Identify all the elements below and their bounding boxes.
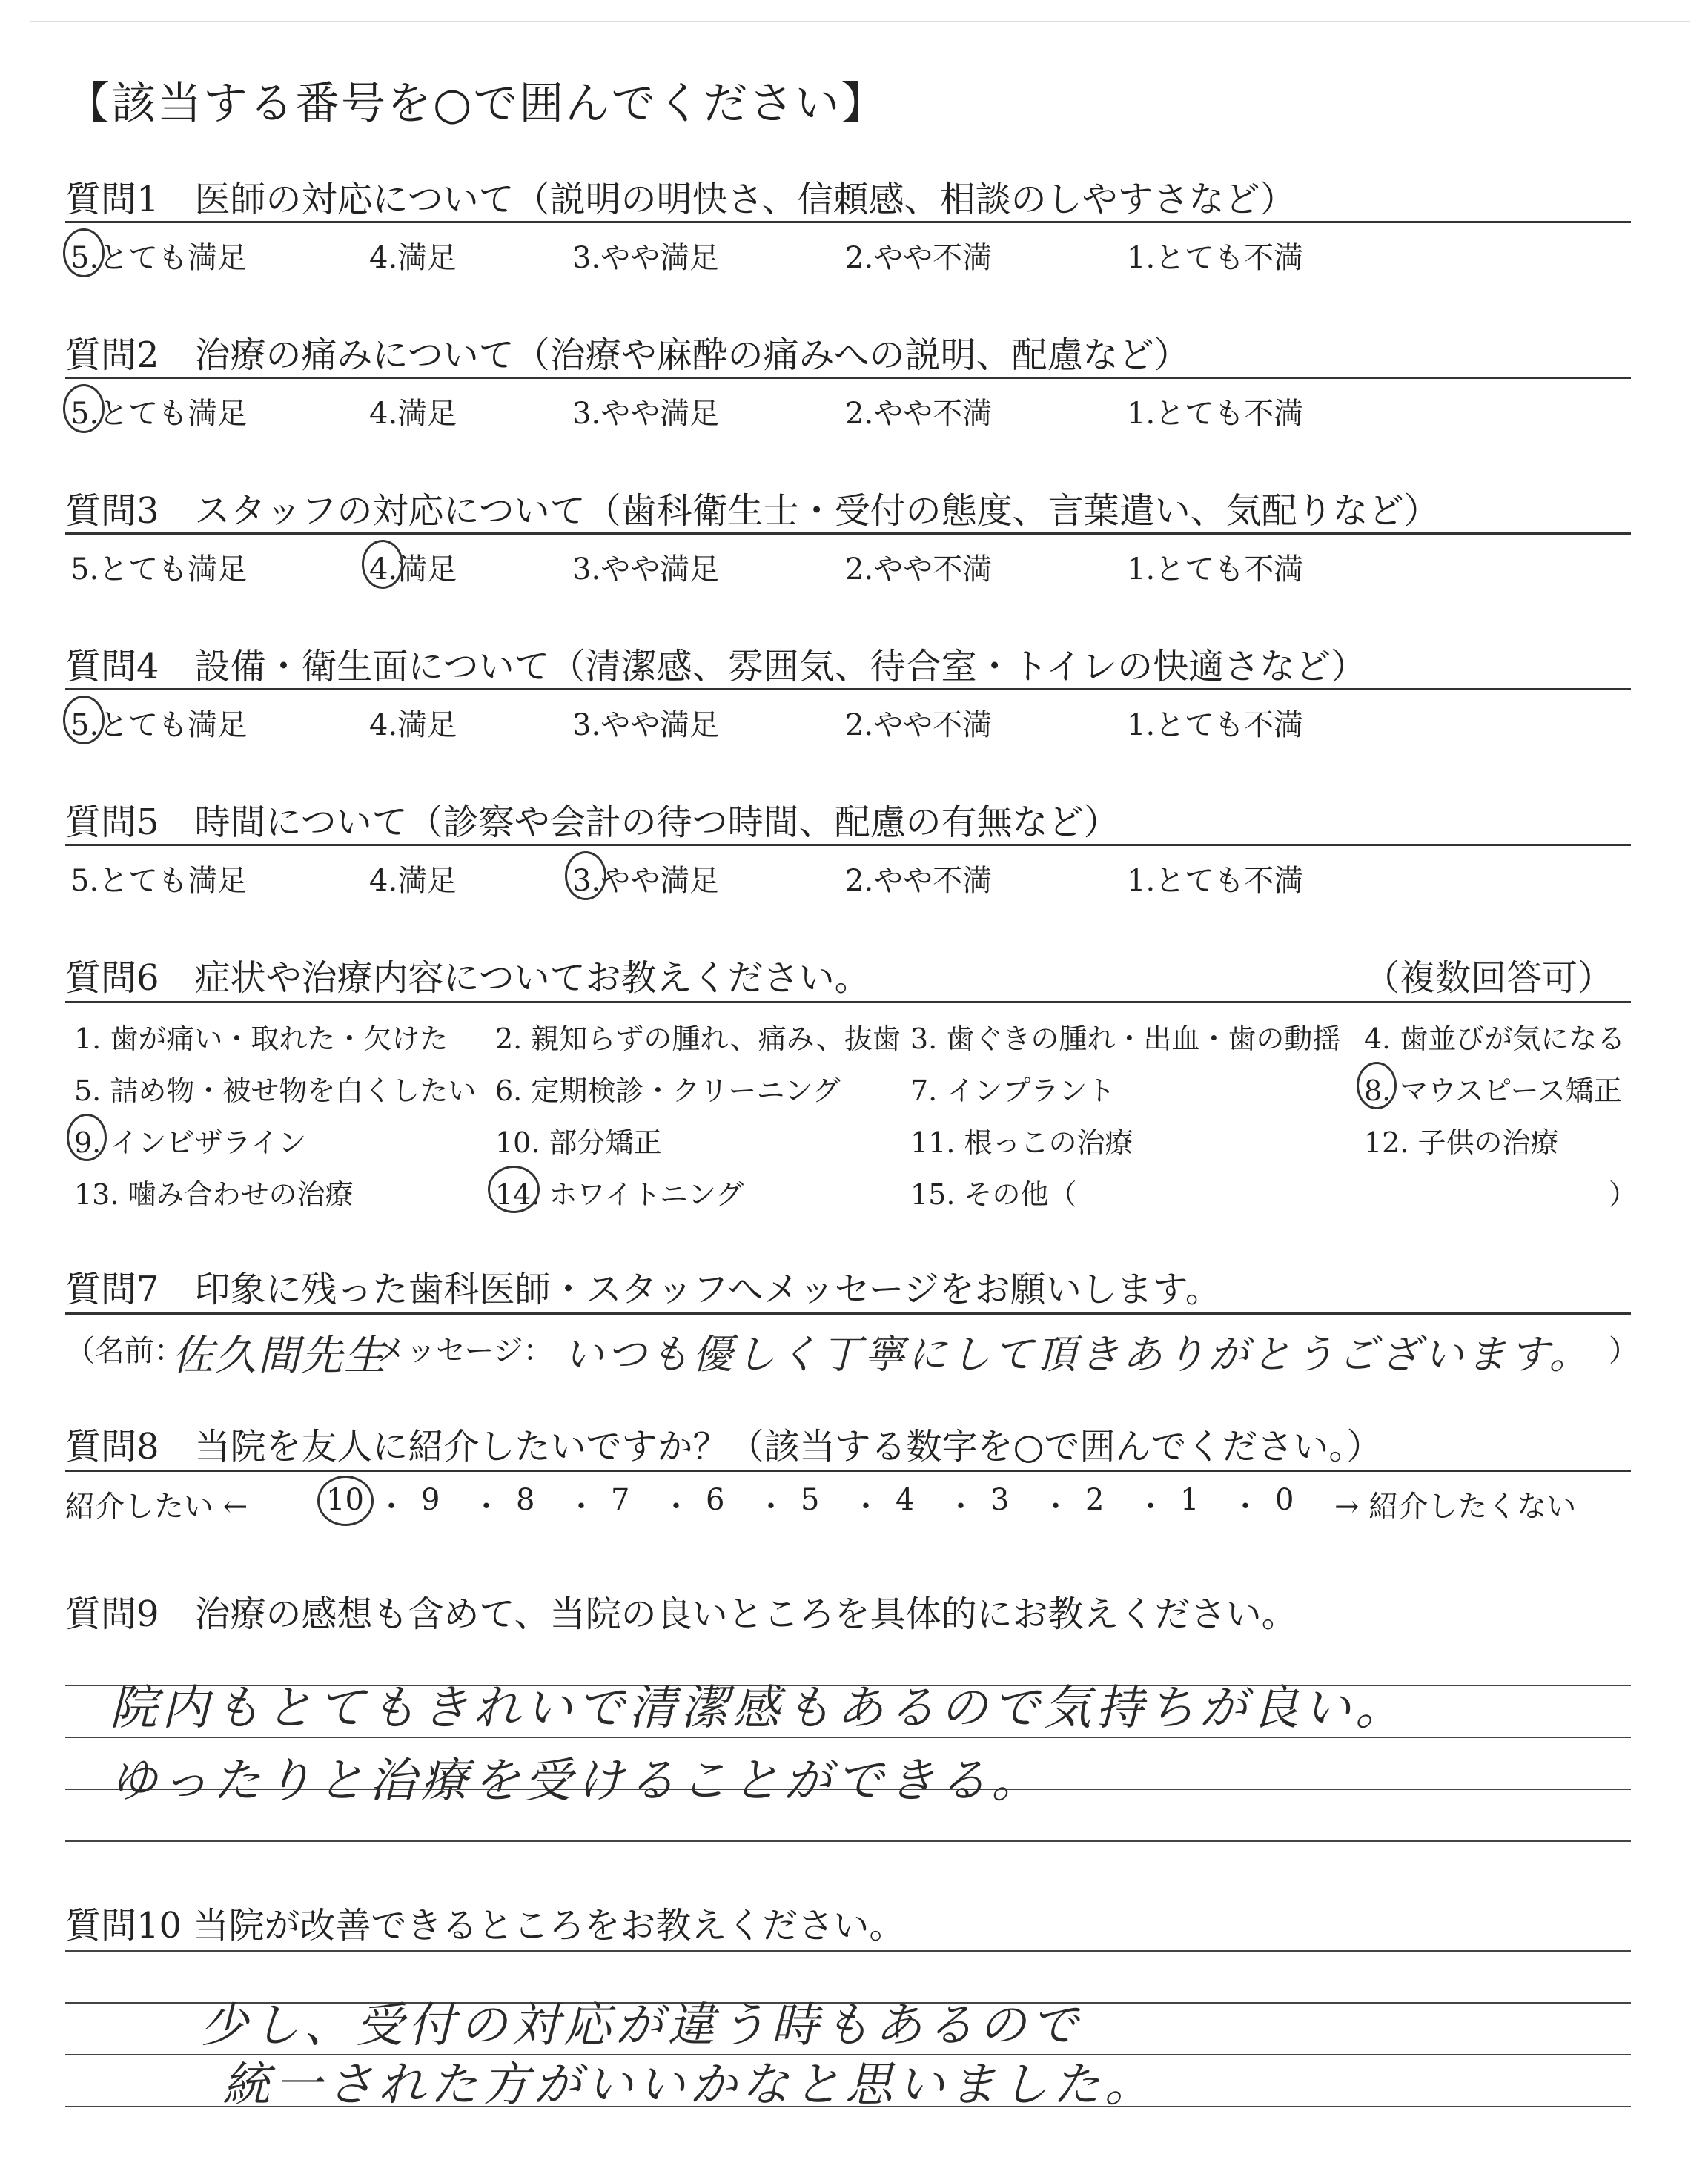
q6-item[interactable]: 6. 定期検診・クリーニング — [495, 1074, 841, 1107]
q6-selected-circle — [488, 1166, 540, 1213]
q8-scale-value[interactable]: 8 — [516, 1483, 535, 1517]
q7-message-label: メッセージ： — [377, 1334, 553, 1368]
q8-scale-separator: ・ — [851, 1490, 881, 1524]
page-top-edge — [30, 21, 1690, 22]
q8-rule — [65, 1470, 1631, 1472]
q2-title: 質問2 治療の痛みについて（治療や麻酔の痛みへの説明、配慮など） — [65, 334, 1190, 376]
q2-option[interactable]: 2.やや不満 — [845, 397, 993, 431]
q2-selected-circle — [63, 384, 105, 433]
q8-scale-value[interactable]: 1 — [1180, 1483, 1199, 1517]
q4-title: 質問4 設備・衛生面について（清潔感、雰囲気、待合室・トイレの快適さなど） — [65, 646, 1367, 687]
q8-title: 質問8 当院を友人に紹介したいですか？（該当する数字を○で囲んでください。） — [65, 1426, 1383, 1467]
q1-selected-circle — [63, 228, 105, 277]
q8-scale-value[interactable]: 9 — [421, 1483, 440, 1517]
q1-rule — [65, 221, 1631, 223]
q6-item[interactable]: ） — [1609, 1178, 1638, 1211]
q10-line-1 — [65, 1950, 1631, 1952]
q6-rule — [65, 1001, 1631, 1003]
q1-option[interactable]: 5.とても満足 — [70, 241, 248, 275]
q8-scale-separator: ・ — [1041, 1490, 1070, 1524]
q8-scale-value[interactable]: 3 — [990, 1483, 1010, 1517]
q9-title: 質問9 治療の感想も含めて、当院の良いところを具体的にお教えください。 — [65, 1593, 1297, 1635]
q8-scale-value[interactable]: 4 — [896, 1483, 915, 1517]
q8-scale-value[interactable]: 6 — [706, 1483, 725, 1517]
q9-answer-line-2[interactable]: ゆったりと治療を受けることができる。 — [110, 1754, 1044, 1809]
q6-item[interactable]: 8. マウスピース矯正 — [1364, 1074, 1622, 1107]
q5-selected-circle — [565, 851, 606, 900]
q10-answer-line-1[interactable]: 少し、受付の対応が違う時もあるので — [200, 1998, 1082, 2053]
q3-option[interactable]: 2.やや不満 — [845, 552, 993, 587]
q10-title: 質問10 当院が改善できるところをお教えください。 — [65, 1905, 905, 1946]
q6-item[interactable]: 7. インプラント — [910, 1074, 1116, 1107]
q8-scale-value[interactable]: 2 — [1085, 1483, 1105, 1517]
q7-close: ） — [1609, 1334, 1638, 1368]
q8-selected-circle — [317, 1476, 374, 1526]
q5-option[interactable]: 4.満足 — [369, 864, 457, 898]
q4-option[interactable]: 2.やや不満 — [845, 708, 993, 742]
q1-option[interactable]: 3.やや満足 — [572, 241, 720, 275]
q1-option[interactable]: 4.満足 — [369, 241, 457, 275]
q1-option[interactable]: 2.やや不満 — [845, 241, 993, 275]
q8-scale-value[interactable]: 7 — [611, 1483, 630, 1517]
q6-item[interactable]: 4. 歯並びが気になる — [1364, 1023, 1626, 1055]
q3-option[interactable]: 1.とても不満 — [1127, 552, 1304, 587]
q8-scale-separator: ・ — [946, 1490, 976, 1524]
q8-scale-value[interactable]: 5 — [801, 1483, 820, 1517]
q8-scale-separator: ・ — [661, 1490, 691, 1524]
form-header: 【該当する番号を○で囲んでください】 — [65, 78, 887, 130]
q4-rule — [65, 688, 1631, 690]
q6-item[interactable]: 10. 部分矯正 — [495, 1126, 662, 1159]
q8-scale-separator: ・ — [377, 1490, 406, 1524]
q3-title: 質問3 スタッフの対応について（歯科衛生士・受付の態度、言葉遣い、気配りなど） — [65, 490, 1440, 532]
q6-item[interactable]: 5. 詰め物・被せ物を白くしたい — [74, 1074, 477, 1107]
q5-rule — [65, 844, 1631, 846]
q5-option[interactable]: 1.とても不満 — [1127, 864, 1304, 898]
q8-left-label: 紹介したい ← — [65, 1490, 248, 1524]
q8-scale-value[interactable]: 10 — [326, 1483, 364, 1517]
q7-message-value[interactable]: いつも優しく丁寧にして頂きありがとうございます。 — [563, 1331, 1592, 1378]
q6-item[interactable]: 9. インビザライン — [74, 1126, 307, 1159]
q5-option[interactable]: 3.やや満足 — [572, 864, 720, 898]
q4-option[interactable]: 1.とても不満 — [1127, 708, 1304, 742]
q6-title: 質問6 症状や治療内容についてお教えください。 — [65, 957, 870, 999]
q6-item[interactable]: 15. その他（ — [910, 1178, 1077, 1211]
q8-scale-separator: ・ — [756, 1490, 786, 1524]
q10-answer-line-2[interactable]: 統一された方がいいかなと思いました。 — [222, 2058, 1156, 2113]
q2-rule — [65, 377, 1631, 379]
q9-line-4 — [65, 1840, 1631, 1842]
q5-option[interactable]: 2.やや不満 — [845, 864, 993, 898]
q2-option[interactable]: 4.満足 — [369, 397, 457, 431]
q7-name-label: （名前： — [65, 1334, 184, 1368]
q6-item[interactable]: 1. 歯が痛い・取れた・欠けた — [74, 1023, 448, 1055]
q3-selected-circle — [362, 540, 403, 589]
q6-item[interactable]: 14. ホワイトニング — [495, 1178, 744, 1211]
q6-item[interactable]: 12. 子供の治療 — [1364, 1126, 1559, 1159]
q2-option[interactable]: 1.とても不満 — [1127, 397, 1304, 431]
q1-title: 質問1 医師の対応について（説明の明快さ、信頼感、相談のしやすさなど） — [65, 179, 1296, 220]
q5-title: 質問5 時間について（診察や会計の待つ時間、配慮の有無など） — [65, 802, 1119, 843]
q3-option[interactable]: 5.とても満足 — [70, 552, 248, 587]
q6-item[interactable]: 11. 根っこの治療 — [910, 1126, 1133, 1159]
q3-option[interactable]: 4.満足 — [369, 552, 457, 587]
q8-scale-separator: ・ — [1231, 1490, 1260, 1524]
q4-option[interactable]: 5.とても満足 — [70, 708, 248, 742]
q8-scale-separator: ・ — [1136, 1490, 1165, 1524]
q9-answer-line-1[interactable]: 院内もとてもきれいで清潔感もあるので気持ちが良い。 — [110, 1681, 1407, 1736]
q6-item[interactable]: 13. 噛み合わせの治療 — [74, 1178, 354, 1211]
q2-option[interactable]: 3.やや満足 — [572, 397, 720, 431]
q6-selected-circle — [1357, 1062, 1397, 1109]
q3-option[interactable]: 3.やや満足 — [572, 552, 720, 587]
q6-note: （複数回答可） — [1364, 957, 1614, 999]
q4-option[interactable]: 3.やや満足 — [572, 708, 720, 742]
q5-option[interactable]: 5.とても満足 — [70, 864, 248, 898]
q8-right-label: → 紹介したくない — [1334, 1490, 1577, 1524]
q7-title: 質問7 印象に残った歯科医師・スタッフへメッセージをお願いします。 — [65, 1269, 1221, 1310]
q1-option[interactable]: 1.とても不満 — [1127, 241, 1304, 275]
q6-item[interactable]: 3. 歯ぐきの腫れ・出血・歯の動揺 — [910, 1023, 1341, 1055]
q6-item[interactable]: 2. 親知らずの腫れ、痛み、抜歯 — [495, 1023, 901, 1055]
q8-scale-value[interactable]: 0 — [1275, 1483, 1294, 1517]
q6-selected-circle — [67, 1114, 107, 1161]
q4-selected-circle — [63, 696, 105, 744]
q8-scale-separator: ・ — [471, 1490, 501, 1524]
q8-scale-separator: ・ — [566, 1490, 596, 1524]
q7-name-value[interactable]: 佐久間先生 — [172, 1332, 387, 1380]
q4-option[interactable]: 4.満足 — [369, 708, 457, 742]
q2-option[interactable]: 5.とても満足 — [70, 397, 248, 431]
q7-rule — [65, 1312, 1631, 1315]
q3-rule — [65, 532, 1631, 535]
